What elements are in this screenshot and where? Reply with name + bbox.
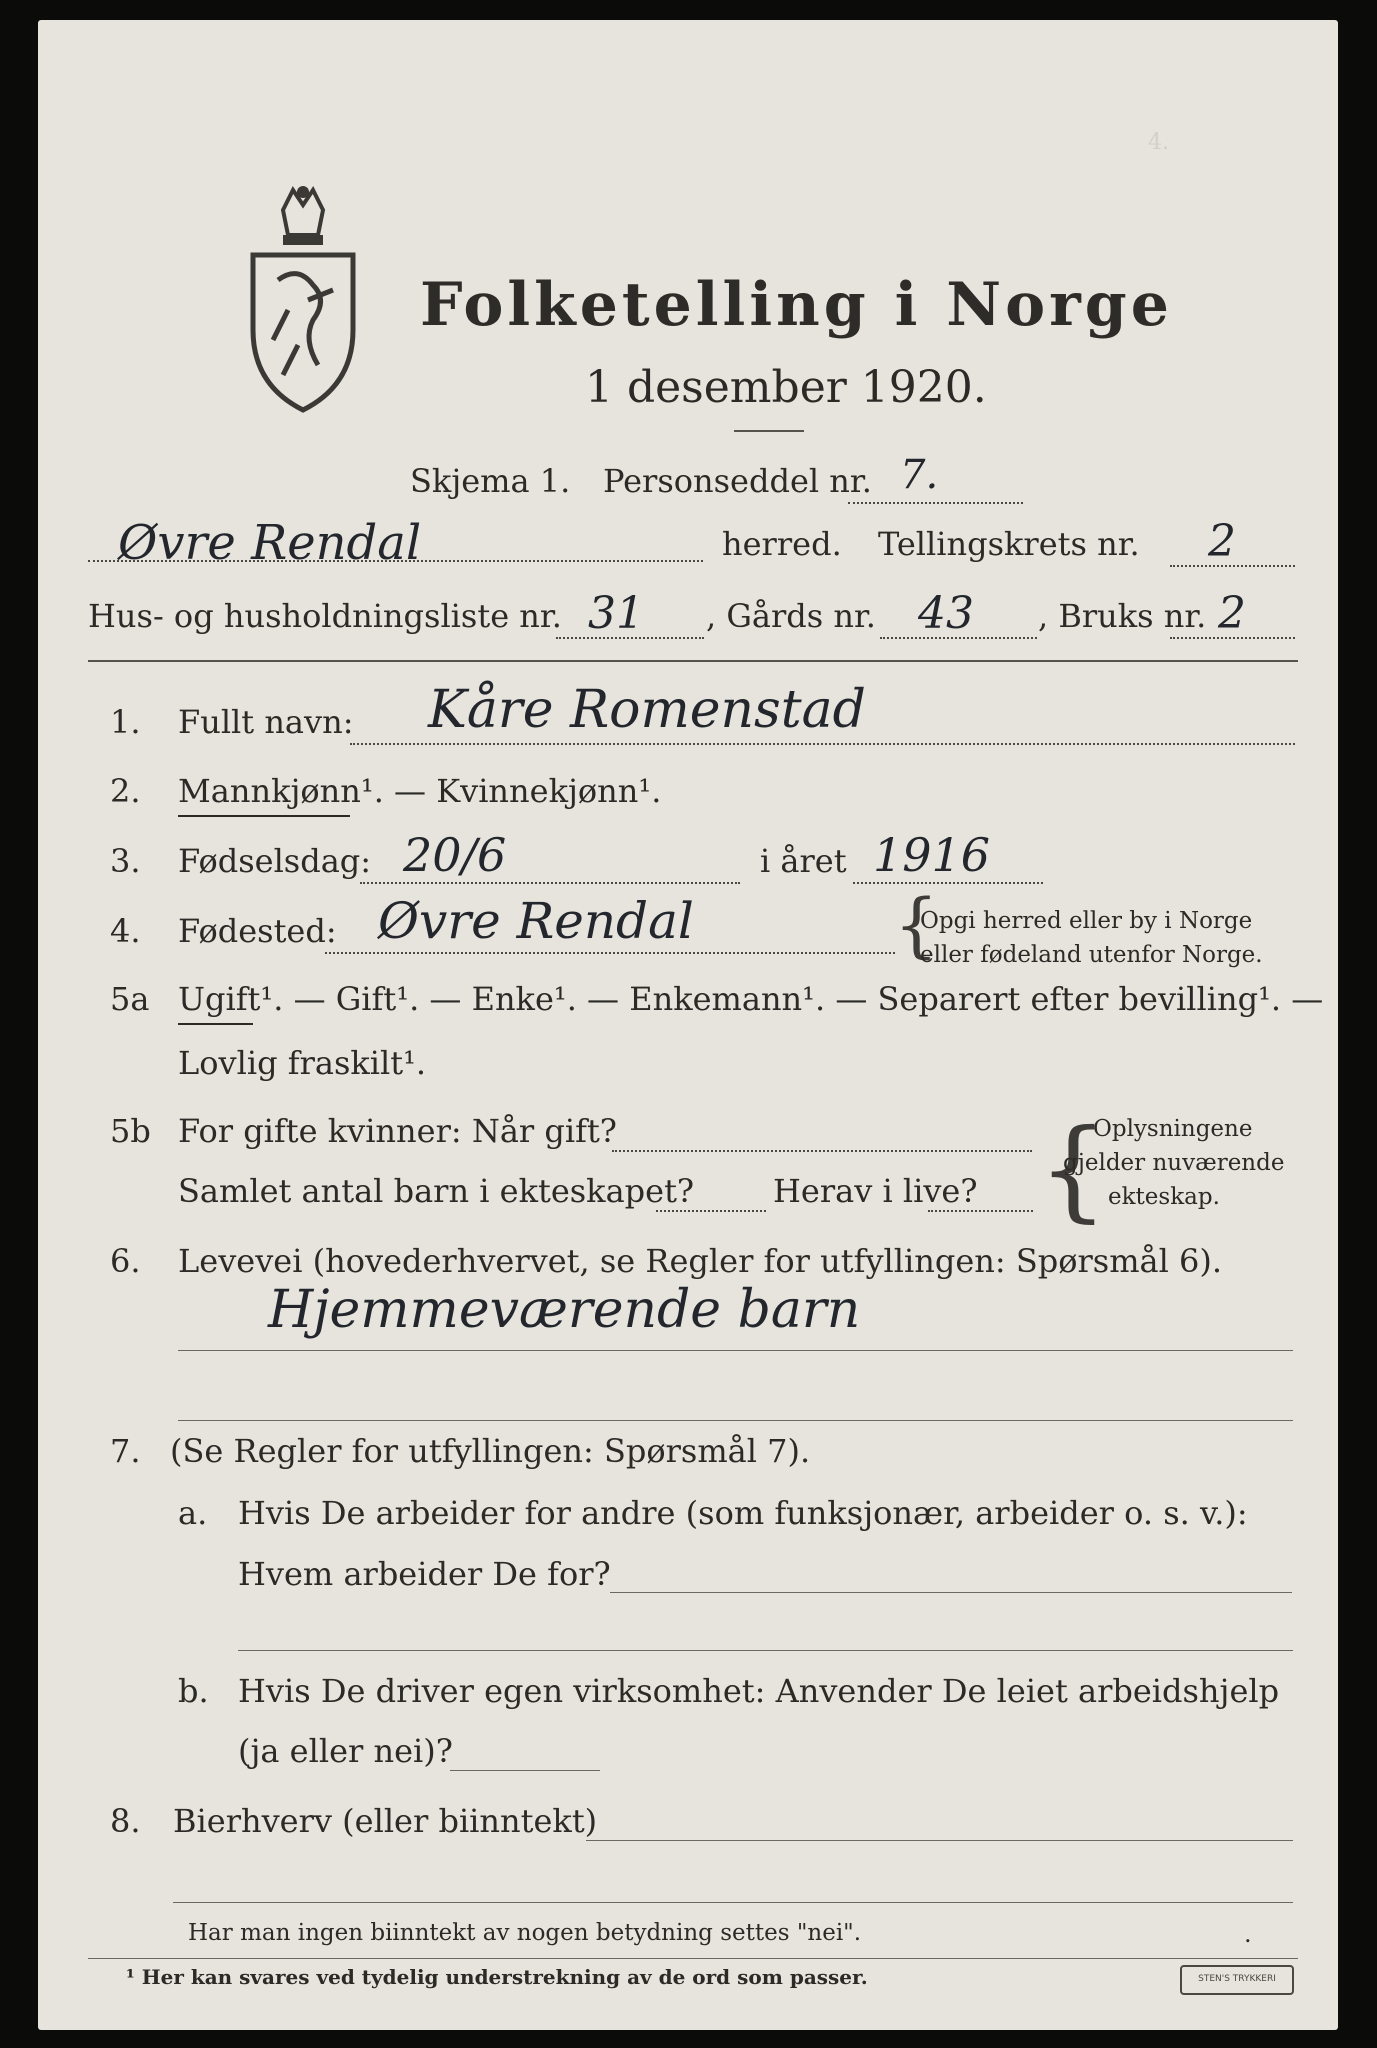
- year-line: [853, 882, 1043, 884]
- tellingskrets-label: Tellingskrets nr.: [878, 525, 1140, 563]
- q4-line: [325, 952, 895, 954]
- q5b-line1: For gifte kvinner: Når gift?: [178, 1112, 617, 1150]
- birthplace-value[interactable]: Øvre Rendal: [378, 892, 694, 950]
- employer-line2: [238, 1650, 1293, 1651]
- side-income-line2: [173, 1902, 1293, 1903]
- tellingskrets-value[interactable]: 2: [1208, 516, 1236, 567]
- when-married-line: [612, 1150, 1032, 1152]
- birth-year-value[interactable]: 1916: [873, 828, 991, 882]
- q7b-line2: (ja eller nei)?: [238, 1732, 453, 1770]
- q6-line1: [178, 1350, 1293, 1351]
- gender-underline: [178, 815, 350, 817]
- bleed-through-text: 4.: [1148, 130, 1169, 155]
- q3-line: [360, 882, 740, 884]
- children-alive-line: [928, 1210, 1033, 1212]
- gards-label: , Gårds nr.: [706, 597, 876, 635]
- q1-label: Fullt navn:: [178, 703, 354, 741]
- footnote-separator: [88, 1958, 1298, 1959]
- schema-label: Skjema 1.: [410, 462, 571, 500]
- occupation-value[interactable]: Hjemmeværende barn: [268, 1280, 861, 1340]
- marital-underline: [178, 1023, 253, 1025]
- q5b-line2: Samlet antal barn i ekteskapet?: [178, 1172, 695, 1210]
- q4-brace: {: [894, 884, 939, 966]
- marital-status-options-line2[interactable]: Lovlig fraskilt¹.: [178, 1044, 427, 1082]
- personseddel-value[interactable]: 7.: [900, 452, 939, 498]
- q7b-letter: b.: [178, 1672, 209, 1710]
- herred-label: herred.: [722, 525, 842, 563]
- q6-label: Levevei (hovederhvervet, se Regler for utfyllingen: Spørsmål 6).: [178, 1242, 1223, 1280]
- year-label: i året: [760, 842, 847, 880]
- personseddel-label: Personseddel nr.: [603, 462, 872, 500]
- form-date: 1 desember 1920.: [585, 362, 987, 413]
- coat-of-arms-icon: [243, 180, 363, 420]
- gards-value[interactable]: 43: [918, 588, 974, 639]
- title-divider: [734, 430, 804, 432]
- q6-number: 6.: [110, 1242, 141, 1280]
- marital-status-options[interactable]: Ugift¹. — Gift¹. — Enke¹. — Enkemann¹. — Separert efter bevilling¹. —: [178, 980, 1324, 1018]
- q5b-number: 5b: [110, 1112, 151, 1150]
- q8-number: 8.: [110, 1802, 141, 1840]
- q5b-line2b: Herav i live?: [773, 1172, 978, 1210]
- hus-value[interactable]: 31: [588, 588, 644, 639]
- q5b-note-line2: gjelder nuværende: [1063, 1150, 1285, 1176]
- hus-label: Hus- og husholdningsliste nr.: [88, 597, 562, 635]
- q5b-brace: {: [1038, 1105, 1108, 1233]
- personseddel-line: [848, 502, 1023, 504]
- q4-note-line1: Opgi herred eller by i Norge: [920, 908, 1253, 934]
- employer-line: [610, 1592, 1292, 1593]
- q5b-note-line3: ekteskap.: [1108, 1184, 1220, 1210]
- q3-label: Fødselsdag:: [178, 842, 372, 880]
- side-income-line: [586, 1840, 1293, 1841]
- q4-label: Fødested:: [178, 912, 337, 950]
- q4-number: 4.: [110, 912, 141, 950]
- full-name-value[interactable]: Kåre Romenstad: [428, 680, 866, 740]
- bruks-value[interactable]: 2: [1218, 588, 1246, 639]
- q5b-note-line1: Oplysningene: [1093, 1116, 1253, 1142]
- gender-options[interactable]: Mannkjønn¹. — Kvinnekjønn¹.: [178, 772, 662, 810]
- q7a-line1: Hvis De arbeider for andre (som funksjonær, arbeider o. s. v.):: [238, 1494, 1248, 1532]
- q1-line: [350, 743, 1295, 745]
- form-title: Folketelling i Norge: [420, 270, 1173, 340]
- census-form-page: [38, 20, 1338, 2030]
- herred-value[interactable]: Øvre Rendal: [118, 515, 422, 571]
- bruks-label: , Bruks nr.: [1038, 597, 1207, 635]
- children-count-line: [656, 1210, 766, 1212]
- header-separator: [88, 660, 1298, 662]
- q5a-number: 5a: [110, 980, 150, 1018]
- q3-number: 3.: [110, 842, 141, 880]
- dot-mark: .: [1244, 1920, 1252, 1948]
- q2-number: 2.: [110, 772, 141, 810]
- q8-note: Har man ingen biinntekt av nogen betydning settes "nei".: [188, 1920, 862, 1946]
- birthdate-value[interactable]: 20/6: [403, 828, 507, 882]
- q6-line2: [178, 1420, 1293, 1421]
- footnote: ¹ Her kan svares ved tydelig understrekning av de ord som passer.: [126, 1965, 868, 1989]
- q7-label: (Se Regler for utfyllingen: Spørsmål 7).: [170, 1432, 811, 1470]
- q7-number: 7.: [110, 1432, 141, 1470]
- q7a-line2: Hvem arbeider De for?: [238, 1555, 611, 1593]
- q4-note-line2: eller fødeland utenfor Norge.: [920, 942, 1263, 968]
- q8-label: Bierhverv (eller biinntekt): [173, 1802, 598, 1840]
- printer-stamp: STEN'S TRYKKERI: [1180, 1965, 1294, 1995]
- hired-help-line: [450, 1770, 600, 1771]
- q7a-letter: a.: [178, 1494, 208, 1532]
- q7b-line1: Hvis De driver egen virksomhet: Anvender De leiet arbeidshjelp: [238, 1672, 1280, 1710]
- q1-number: 1.: [110, 703, 141, 741]
